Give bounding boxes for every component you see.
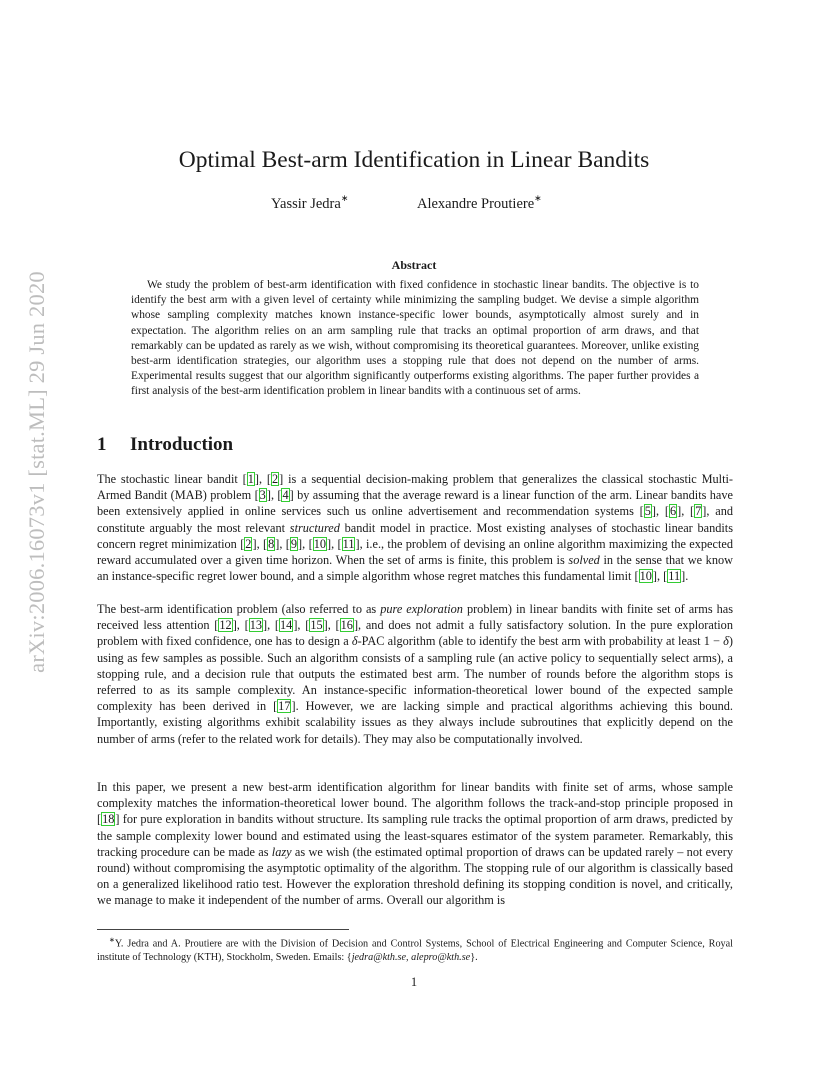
emphasized-text: δ: [351, 634, 358, 649]
citation-link[interactable]: 17: [278, 699, 291, 714]
citation-link[interactable]: 10: [639, 569, 652, 584]
emphasized-text: structured: [289, 520, 340, 535]
citation-link[interactable]: 2: [271, 472, 279, 486]
author-affiliation-mark: ∗: [534, 193, 542, 203]
body-paragraph: The best-arm identification problem (also referred to as pure exploration problem) in linear bandits with finite set of arms has received less attention [12], [13], [14], [15], [16], and does not admit a fully satisfactory solution. In the pure exploration problem with fixed confidence, one has to design a δ-PAC algorithm (able to identify the best arm with probability at least 1 − δ) using as few samples as possible. Such an algorithm consists of a sampling rule (an active policy to sequentially select arms), a stopping rule, and a decision rule that outputs the estimated best arm. The number of rounds before the algorithm stops is referred to as its sample complexity. An instance-specific information-theoretical lower bound of the expected sample complexity has been derived in [17]. However, we are lacking simple and practical algorithms achieving this bound. Importantly, existing algorithms exhibit scalability issues as they always include subroutines that explicitly depend on the number of arms (refer to the related work for details). They may also be computationally involved.: [97, 602, 733, 746]
body-paragraph: In this paper, we present a new best-arm identification algorithm for linear bandits with finite set of arms, whose sample complexity matches the information-theoretical lower bound. The algorithm follows the track-and-stop principle proposed in [18] for pure exploration in bandits without structure. Its sampling rule tracks the optimal proportion of arm draws, predicted by the sample complexity lower bound and estimated using the least-squares estimator of the system parameter. Remarkably, this tracking procedure can be made as lazy as we wish (the estimated optimal proportion of draws can be updated rarely – not every round) without compromising the asymptotic optimality of the algorithm. The stopping rule of our algorithm is classically based on a generalized likelihood ratio test. However the exploration threshold defining its stopping condition is novel, and critically, we manage to make it independent of the number of arms. Overall our algorithm is: [97, 780, 733, 908]
author-name-text: Alexandre Proutiere: [417, 195, 535, 212]
footnote: [97, 934, 733, 964]
citation-link[interactable]: 18: [102, 812, 115, 827]
author-name: [271, 194, 348, 213]
citation-link[interactable]: 8: [268, 536, 275, 551]
citation-link[interactable]: 16: [340, 618, 353, 633]
citation-link[interactable]: 9: [290, 536, 298, 551]
citation-link[interactable]: 15: [310, 618, 323, 633]
footnote-end: }.: [470, 951, 478, 963]
arxiv-id-text: arXiv:2006.16073v1 [stat.ML] 29 Jun 2020: [24, 271, 49, 673]
section-number: 1: [97, 434, 107, 455]
author-list: [0, 194, 828, 214]
body-paragraph: The stochastic linear bandit [1], [2] is a sequential decision-making problem that generalizes the classical stochastic Multi-Armed Bandit (MAB) problem [3], [4] by assuming that the average reward is a linear function of the arm. Linear bandits have been extensively applied in online services such us online advertisement and recommendation systems [5], [6], [7], and constitute arguably the most relevant structured bandit model in practice. Most existing analyses of stochastic linear bandits concern regret minimization [2], [8], [9], [10], [11], i.e., the problem of devising an online algorithm maximizing the expected reward accumulated over a given time horizon. When the set of arms is finite, this problem is solved in the sense that we know an instance-specific regret lower bound, and a simple algorithm whose regret matches this fundamental limit [10], [11].: [97, 472, 733, 584]
citation-link[interactable]: 12: [219, 618, 232, 633]
citation-link[interactable]: 4: [282, 488, 289, 503]
citation-link[interactable]: 14: [280, 618, 293, 633]
section-heading: [97, 434, 233, 456]
citation-link[interactable]: 6: [669, 504, 677, 519]
paper-title: Optimal Best-arm Identification in Linear Bandits: [178, 147, 650, 173]
citation-link[interactable]: 2: [245, 536, 252, 551]
page-number: 1: [410, 975, 418, 989]
citation-link[interactable]: 10: [313, 536, 326, 551]
author-affiliation-mark: ∗: [340, 193, 349, 203]
citation-link[interactable]: 11: [668, 569, 681, 584]
footnote-divider: [97, 929, 349, 930]
section-title: Introduction: [130, 434, 234, 455]
footnote-mark: ∗: [109, 936, 115, 944]
emphasized-text: solved: [568, 553, 600, 568]
emphasized-text: δ: [723, 634, 729, 649]
citation-link[interactable]: 3: [259, 488, 266, 503]
abstract-heading: Abstract: [391, 258, 437, 272]
citation-link[interactable]: 11: [342, 536, 355, 551]
abstract-text: We study the problem of best-arm identification with fixed confidence in stochastic linear bandits. The objective is to identify the best arm with a given level of certainty while minimizing the sampling budget. We devise a simple algorithm whose sampling complexity matches known instance-specific lower bounds, asymptotically almost surely and in expectation. The algorithm relies on an arm sampling rule that tracks an optimal proportion of arm draws, and that remarkably can be updated as rarely as we wish, without compromising its theoretical guarantees. Moreover, unlike existing best-arm identification strategies, our algorithm uses a stopping rule that does not depend on the number of arms. Experimental results suggest that our algorithm significantly outperforms existing algorithms. The paper further provides a first analysis of the best-arm identification problem in linear bandits with a continuous set of arms.: [131, 279, 699, 398]
citation-link[interactable]: 5: [644, 504, 651, 519]
author-name-text: Yassir Jedra: [271, 195, 341, 212]
citation-link[interactable]: 13: [249, 618, 262, 633]
author-name: [417, 194, 542, 213]
footnote-text: Y. Jedra and A. Proutiere are with the Division of Decision and Control Systems, School of Electrical Engineering and Computer Science, Royal institute of Technology (KTH), Stockholm, Sweden. Emails: {: [97, 938, 733, 963]
emphasized-text: pure exploration: [380, 602, 463, 616]
footnote-emails: jedra@kth.se, alepro@kth.se: [351, 951, 471, 963]
arxiv-identifier-stamp: [22, 252, 52, 692]
citation-link[interactable]: 1: [247, 472, 254, 486]
citation-link[interactable]: 7: [695, 504, 702, 519]
emphasized-text: lazy: [271, 844, 292, 859]
